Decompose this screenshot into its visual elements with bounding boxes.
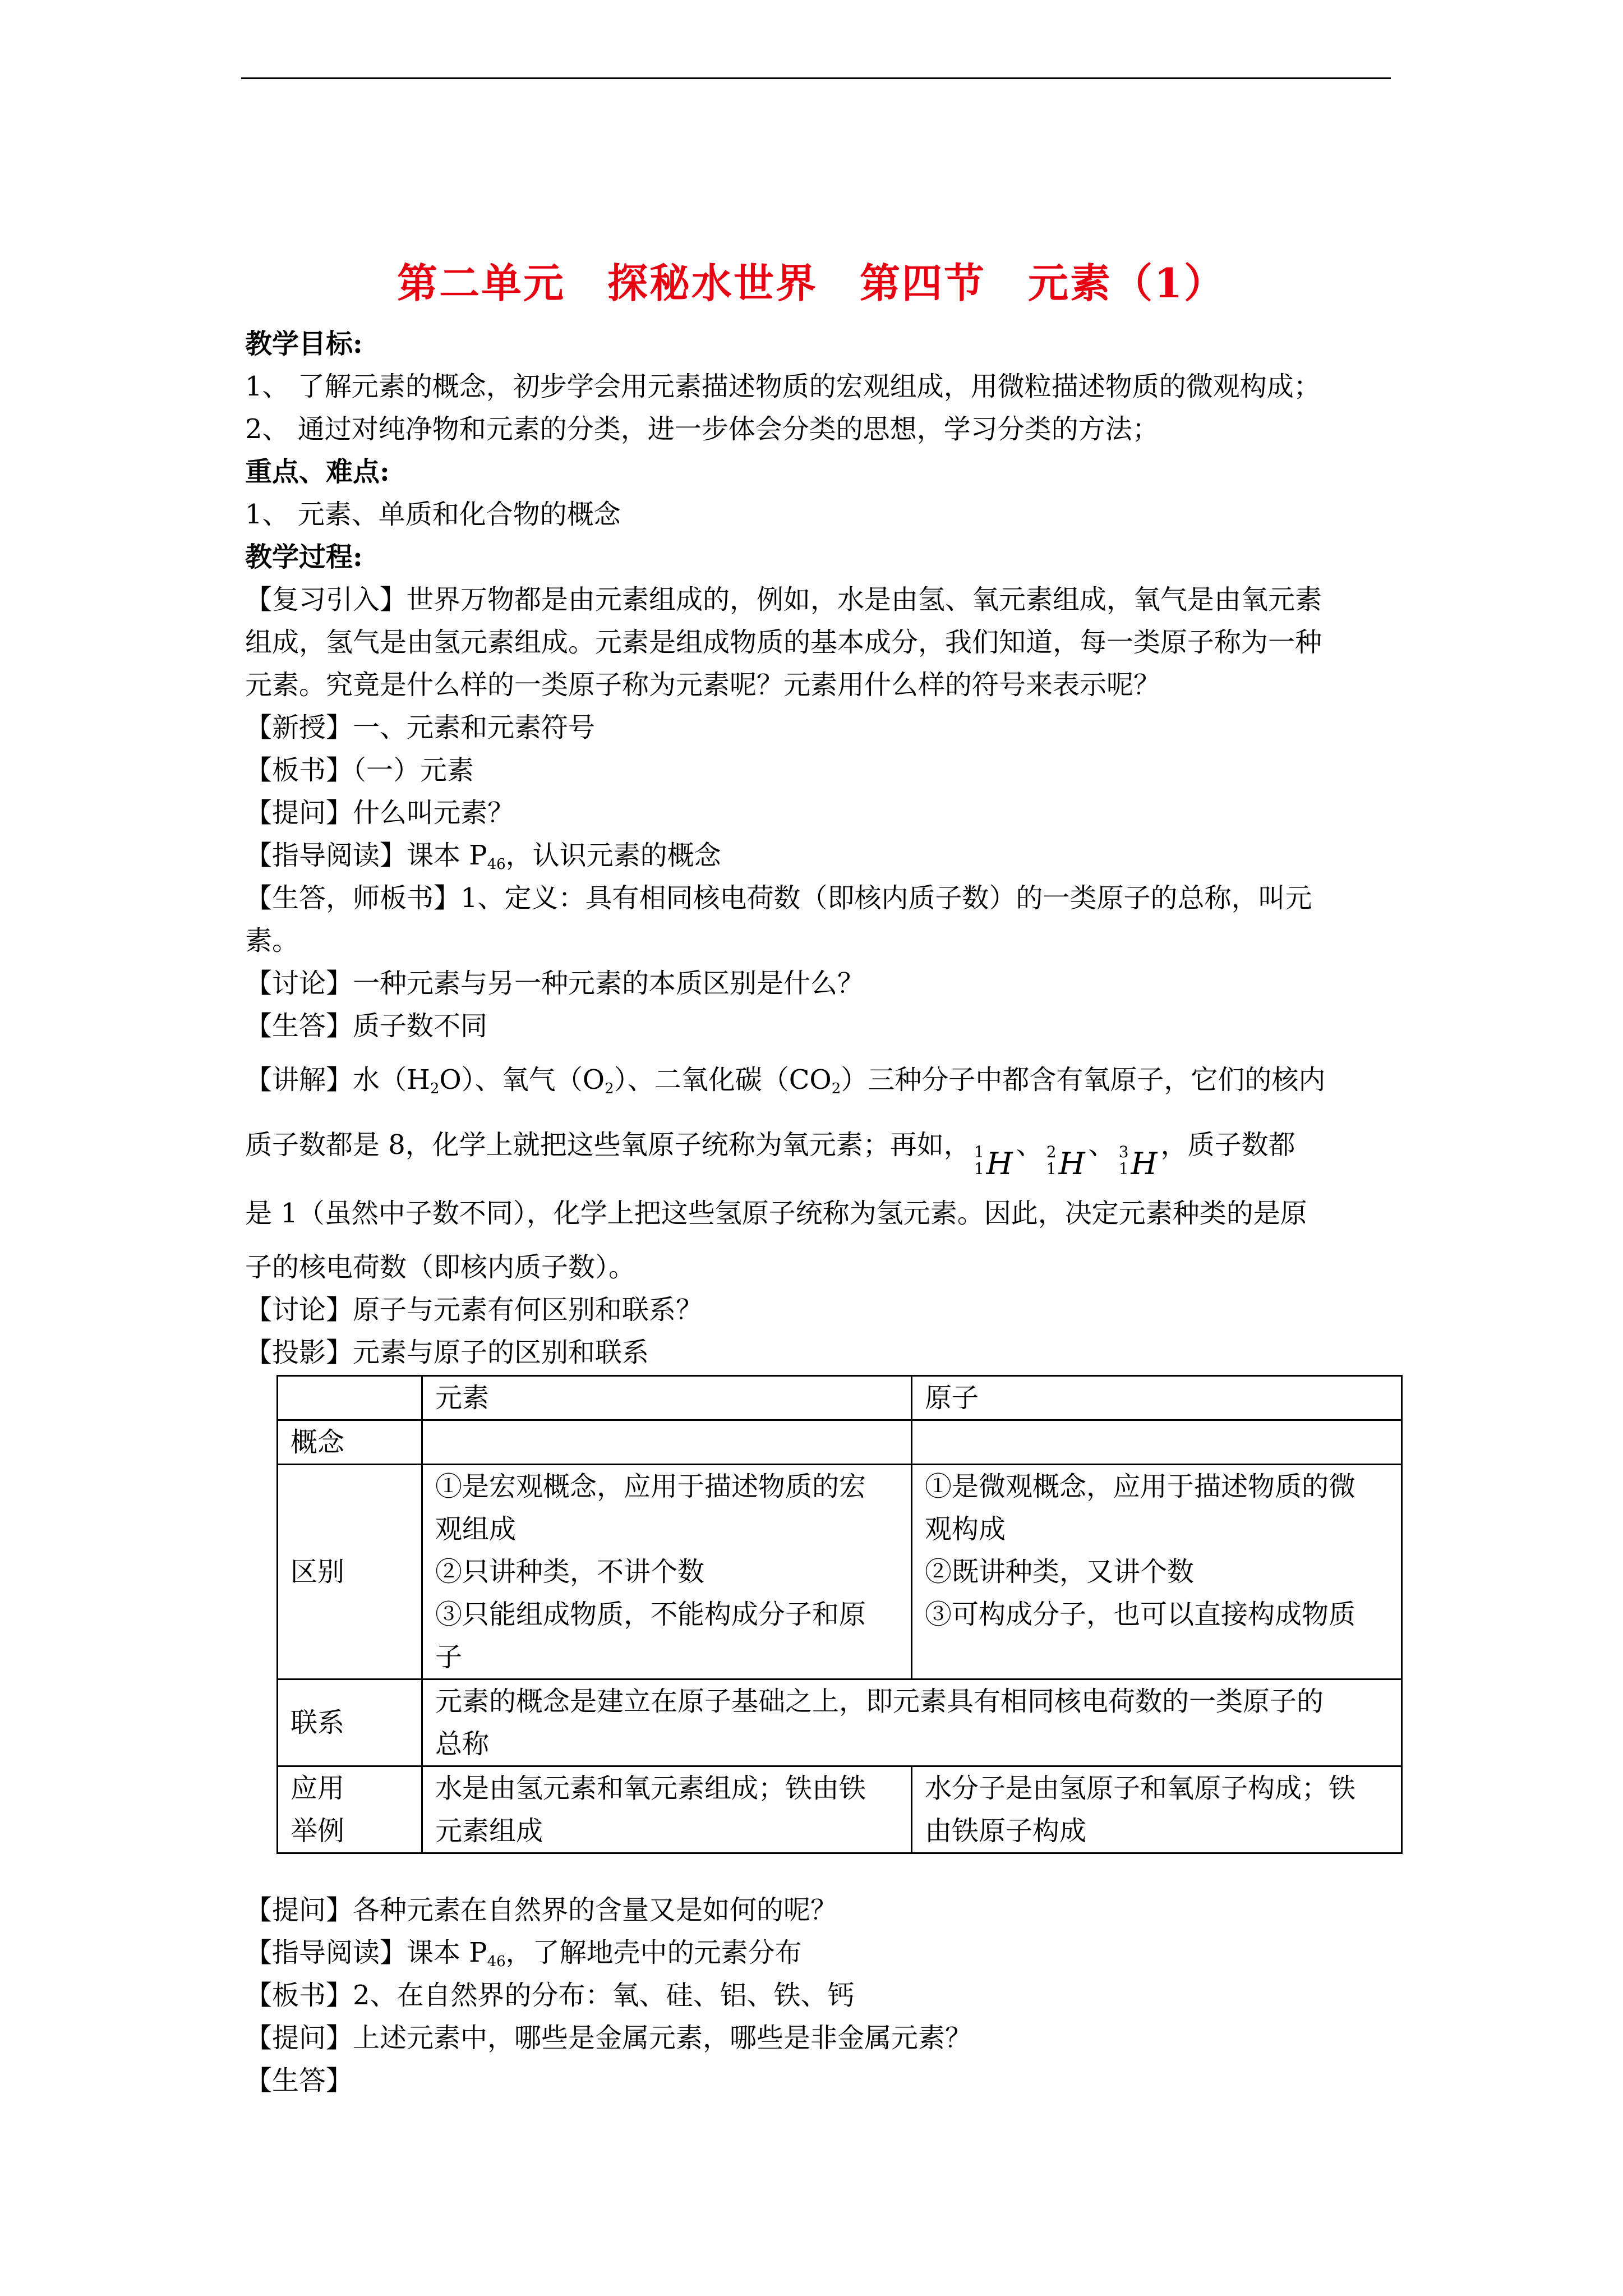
key-points-heading: 重点、难点: [245,456,390,487]
after-table-section [245,1889,1392,2102]
table-cell [912,1420,1402,1465]
document-body [245,323,1392,2102]
objectives-heading: 教学目标: [245,328,363,360]
projection-line: 【投影】元素与原子的区别和联系 [245,1337,649,1368]
row-label: 概念 [278,1420,422,1465]
new-lesson-line: 【新授】一、元素和元素符号 [245,712,596,743]
review-line: 【复习引入】世界万物都是由元素组成的，例如，水是由氢、氧元素组成，氧气是由氧元素 [245,584,1322,615]
review-line: 组成，氢气是由氢元素组成。元素是组成物质的基本成分，我们知道，每一类原子称为一种 [245,627,1322,658]
question-line: 【提问】各种元素在自然界的含量又是如何的呢？ [245,1894,838,1926]
table-row-concept [278,1420,1402,1465]
reading-rest: ，认识元素的概念 [505,840,721,871]
explain-line: 是 1（虽然中子数不同），化学上把这些氢原子统称为氢元素。因此，决定元素种类的是原 [245,1198,1307,1229]
isotope-symbol: 2 1 H [1046,1143,1085,1181]
key-point-item: 1、 元素、单质和化合物的概念 [245,499,621,530]
table-row-relation [278,1680,1402,1766]
process-heading: 教学过程: [245,541,363,573]
header-rule [241,77,1391,79]
table-cell: ①是宏观概念，应用于描述物质的宏 观组成 ②只讲种类，不讲个数 ③只能组成物质，不能构成分子和原 子 [422,1465,912,1680]
board-line: 【板书】2、在自然界的分布：氧、硅、铝、铁、钙 [245,1980,855,2011]
question-line: 【提问】什么叫元素？ [245,797,515,829]
table-cell [422,1420,912,1465]
objective-item: 1、 了解元素的概念，初步学会用元素描述物质的宏观组成，用微粒描述物质的微观构成； [245,371,1321,402]
answer-line: 【生答】质子数不同 [245,1010,488,1042]
question-line: 【提问】上述元素中，哪些是金属元素，哪些是非金属元素？ [245,2022,972,2054]
table-header-row [278,1376,1402,1420]
discuss-line: 【讨论】一种元素与另一种元素的本质区别是什么？ [245,968,865,999]
explain-line: 子的核电荷数（即核内质子数）。 [245,1251,636,1283]
definition-line: 素。 [245,925,299,956]
board-line: 【板书】（一）元素 [245,754,474,786]
table-cell: ①是微观概念，应用于描述物质的微 观构成 ②既讲种类，又讲个数 ③可构成分子，也可以直接构成物质 [912,1465,1402,1680]
table-cell: 水分子是由氢原子和氧原子构成；铁 由铁原子构成 [912,1766,1402,1853]
reading-line: 【指导阅读】课本 $P_{46}$，了解地壳中的元素分布 [245,1937,802,1970]
definition-line: 【生答，师板书】1、定义：具有相同核电荷数（即核内质子数）的一类原子的总称，叫元 [245,882,1312,914]
explain-line: 质子数都是 8，化学上就把这些氧原子统称为氧元素；再如， 1 1 H 、 2 1 H 、 3 1 H ，质子数都 [245,1129,1295,1181]
table-header-cell [278,1376,422,1420]
review-line: 元素。究竟是什么样的一类原子称为元素呢？元素用什么样的符号来表示呢？ [245,669,1161,701]
reading-line [245,834,1392,877]
table-row-difference [278,1465,1402,1680]
page-subscript: 46 [487,856,506,873]
page-title: 第二单元 探秘水世界 第四节 元素（1） [396,259,1227,307]
table-cell: 元素的概念是建立在原子基础之上，即元素具有相同核电荷数的一类原子的 总称 [422,1680,1402,1766]
isotope-symbol: 1 1 H [974,1143,1013,1181]
discuss-line: 【讨论】原子与元素有何区别和联系？ [245,1294,703,1326]
table-header-cell: 元素 [422,1376,912,1420]
table-row-example [278,1766,1402,1853]
row-label: 联系 [278,1680,422,1766]
row-label: 区别 [278,1465,422,1680]
page-subscript: 46 [487,1953,506,1970]
row-label: 应用 举例 [278,1766,422,1853]
objective-item: 2、 通过对纯净物和元素的分类，进一步体会分类的思想，学习分类的方法； [245,413,1159,445]
isotope-symbol: 3 1 H [1118,1143,1158,1181]
reading-text: 【指导阅读】课本 P [245,840,487,871]
explain-line: 【讲解】水$(H_2O)$、氧气$(O_2)$、二氧化碳$(CO_2)$三种分子中都含有氧原子，它们的核内 [245,1064,1326,1097]
table-cell: 水是由氢元素和氧元素组成；铁由铁 元素组成 [422,1766,912,1853]
table-header-cell: 原子 [912,1376,1402,1420]
answer-line: 【生答】 [245,2065,353,2096]
comparison-table [276,1375,1403,1854]
